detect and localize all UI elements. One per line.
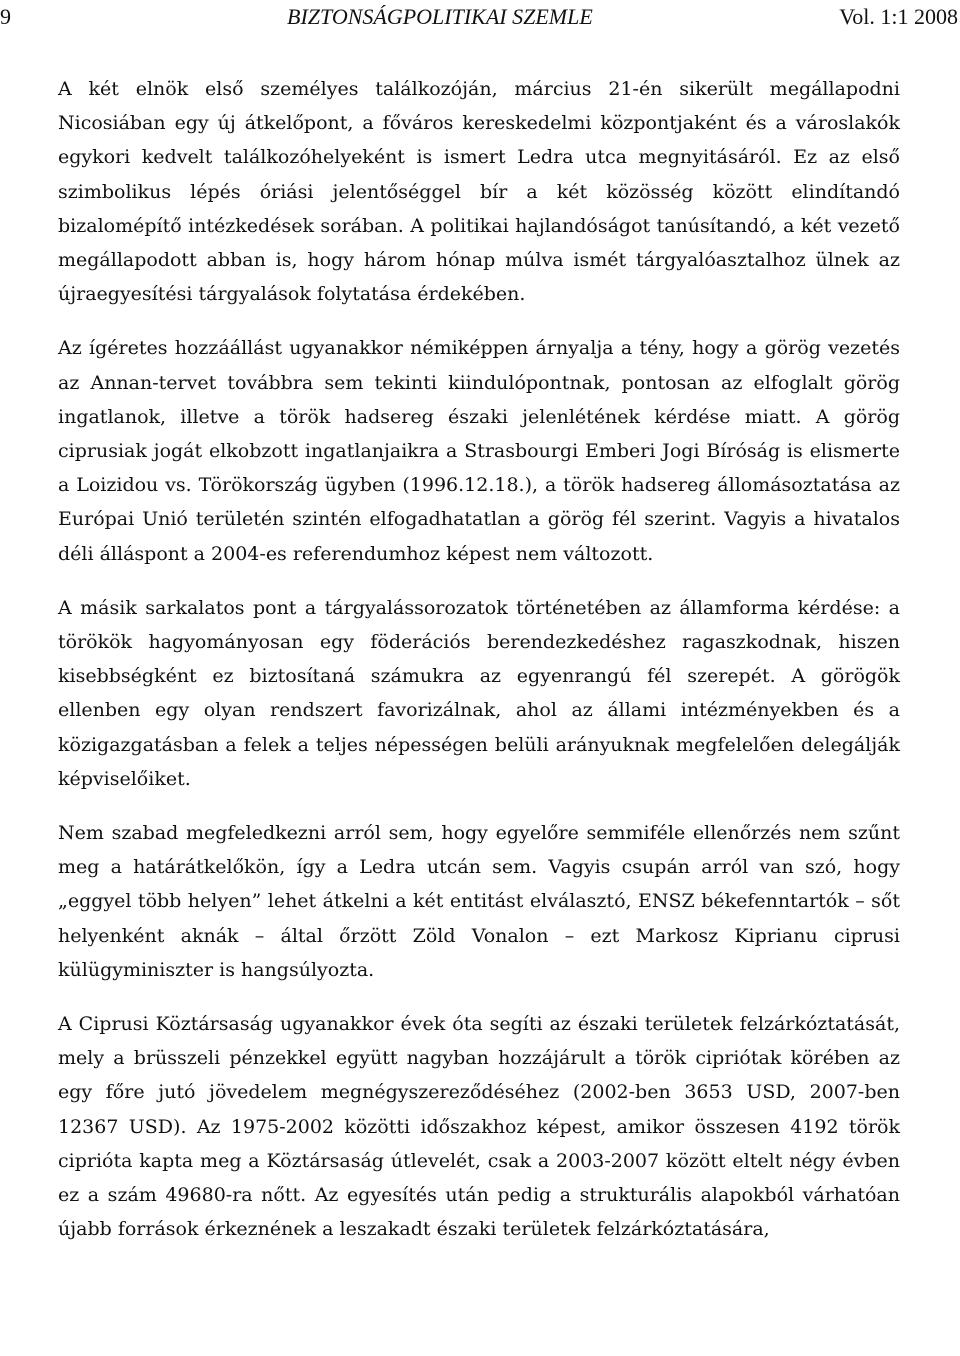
paragraph: Nem szabad megfeledkezni arról sem, hogy egyelőre semmiféle ellenőrzés nem szűnt meg a határátkelőkön, így a Ledra utcán sem. Vagyis csupán arról van szó, hogy „eggyel több helyen” lehet átkelni a két entitást elválasztó, ENSZ békefenntartók – sőt helyenként aknák – által őrzött Zöld Vonalon – ezt Markosz Kiprianu ciprusi külügyminiszter is hangsúlyozta.	[58, 822, 900, 981]
article-body	[58, 72, 900, 1267]
journal-title: BIZTONSÁGPOLITIKAI SZEMLE	[287, 4, 593, 29]
paragraph: A Ciprusi Köztársaság ugyanakkor évek óta segíti az északi területek felzárkóztatását, mely a brüsszeli pénzekkel együtt nagyban hozzájárult a török cipriótak körében az egy főre jutó jövedelem megnégyszereződéséhez (2002-ben 3653 USD, 2007-ben 12367 USD). Az 1975-2002 közötti időszakhoz képest, amikor összesen 4192 török ciprióta kapta meg a Köztársaság útlevelét, csak a 2003-2007 között eltelt négy évben ez a szám 49680-ra nőtt. Az egyesítés után pedig a strukturális alapokból várhatóan újabb források érkeznének a leszakadt északi területek felzárkóztatására,	[58, 1013, 900, 1241]
page-header	[0, 0, 960, 40]
paragraph: A másik sarkalatos pont a tárgyalássorozatok történetében az államforma kérdése: a törökök hagyományosan egy föderációs berendezkedéshez ragaszkodnak, hiszen kisebbségként ez biztosítaná számukra az egyenrangú fél szerepét. A görögök ellenben egy olyan rendszert favorizálnak, ahol az állami intézményekben és a közigazgatásban a felek a teljes népességen belüli arányuknak megfelelően delegálják képviselőiket.	[58, 596, 900, 790]
page-number: 9	[0, 4, 11, 29]
volume-info: Vol. 1:1 2008	[839, 4, 958, 29]
paragraph: A két elnök első személyes találkozóján, március 21-én sikerült megállapodni Nicosiában egy új átkelőpont, a főváros kereskedelmi központjaként és a városlakók egykori kedvelt találkozóhelyeként is ismert Ledra utca megnyitásáról. Ez az első szimbolikus lépés óriási jelentőséggel bír a két közösség között elindítandó bizalomépítő intézkedések sorában. A politikai hajlandóságot tanúsítandó, a két vezető megállapodott abban is, hogy három hónap múlva ismét tárgyalóasztalhoz ülnek az újraegyesítési tárgyalások folytatása érdekében.	[58, 78, 900, 306]
paragraph: Az ígéretes hozzáállást ugyanakkor némiképpen árnyalja a tény, hogy a görög vezetés az Annan-tervet továbbra sem tekinti kiindulópontnak, pontosan az elfoglalt görög ingatlanok, illetve a török hadsereg északi jelenlétének kérdése miatt. A görög ciprusiak jogát elkobzott ingatlanjaikra a Strasbourgi Emberi Jogi Bíróság is elismerte a Loizidou vs. Törökország ügyben (1996.12.18.), a török hadsereg állomásoztatása az Európai Unió területén szintén elfogadhatatlan a görög fél szerint. Vagyis a hivatalos déli álláspont a 2004-es referendumhoz képest nem változott.	[58, 337, 900, 565]
